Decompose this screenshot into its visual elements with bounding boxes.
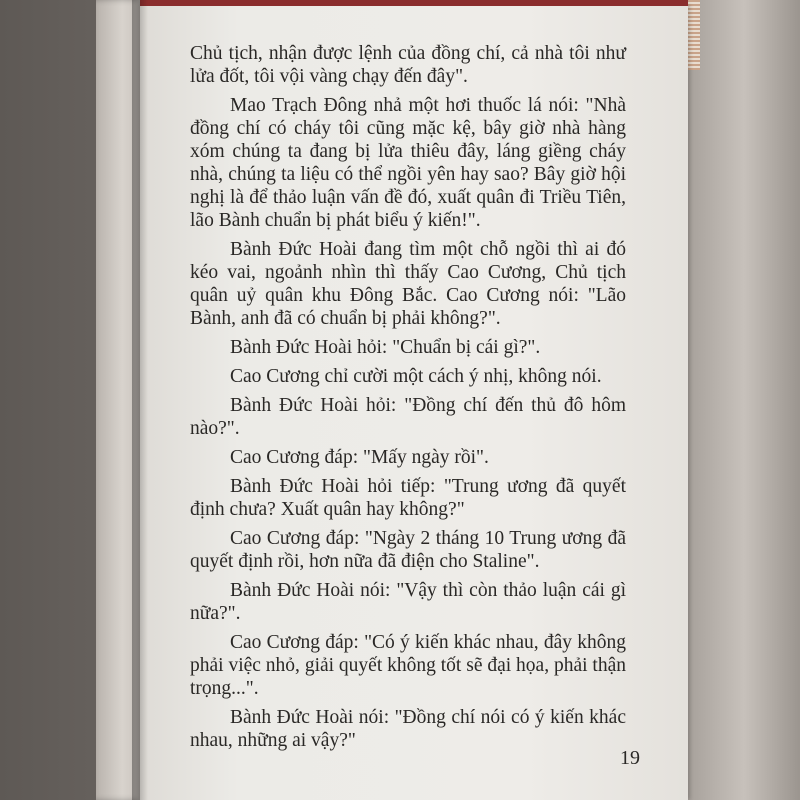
- paragraph: Cao Cương đáp: "Có ý kiến khác nhau, đây không phải việc nhỏ, giải quyết không tốt sẽ đại họa, phải thận trọng...".: [190, 632, 626, 699]
- paragraph: Bành Đức Hoài hỏi tiếp: "Trung ương đã quyết định chưa? Xuất quân hay không?": [190, 476, 626, 520]
- paragraph: Cao Cương chỉ cười một cách ý nhị, không nói.: [230, 366, 602, 387]
- paragraph: Cao Cương đáp: "Ngày 2 tháng 10 Trung ương đã quyết định rồi, hơn nữa đã điện cho Staline".: [190, 528, 626, 572]
- book-cover-top-edge: [140, 0, 688, 6]
- paragraph: Bành Đức Hoài nói: "Vậy thì còn thảo luận cái gì nữa?".: [190, 580, 626, 624]
- spine-shadow: [132, 0, 148, 800]
- paragraph: Chủ tịch, nhận được lệnh của đồng chí, cả nhà tôi như lửa đốt, tôi vội vàng chạy đến đây".: [190, 43, 626, 87]
- paragraph: Mao Trạch Đông nhả một hơi thuốc lá nói: "Nhà đồng chí có cháy tôi cũng mặc kệ, bây giờ nhà hàng xóm chúng ta đang bị lửa thiêu đây, láng giềng cháy nhà, chúng ta liệu có thể ngồi yên hay sao? Bây giờ hội nghị là để thảo luận vấn đề đó, xuất quân đi Triều Tiên, lão Bành chuẩn bị phát biểu ý kiến!".: [190, 95, 626, 231]
- paragraph: Bành Đức Hoài hỏi: "Chuẩn bị cái gì?".: [230, 337, 541, 358]
- page-text: [190, 42, 626, 758]
- page-edges: [686, 0, 700, 70]
- paragraph: Bành Đức Hoài hỏi: "Đồng chí đến thủ đô hôm nào?".: [190, 395, 626, 439]
- page-number: 19: [620, 747, 640, 769]
- paragraph: Bành Đức Hoài nói: "Đồng chí nói có ý kiến khác nhau, những ai vậy?": [190, 707, 626, 751]
- paragraph: Cao Cương đáp: "Mấy ngày rồi".: [230, 447, 489, 468]
- book-cover-right: [688, 0, 800, 800]
- paragraph: Bành Đức Hoài đang tìm một chỗ ngồi thì ai đó kéo vai, ngoảnh nhìn thì thấy Cao Cương, Chủ tịch quân uỷ quân khu Đông Bắc. Cao Cương nói: "Lão Bành, anh đã có chuẩn bị phải không?".: [190, 239, 626, 329]
